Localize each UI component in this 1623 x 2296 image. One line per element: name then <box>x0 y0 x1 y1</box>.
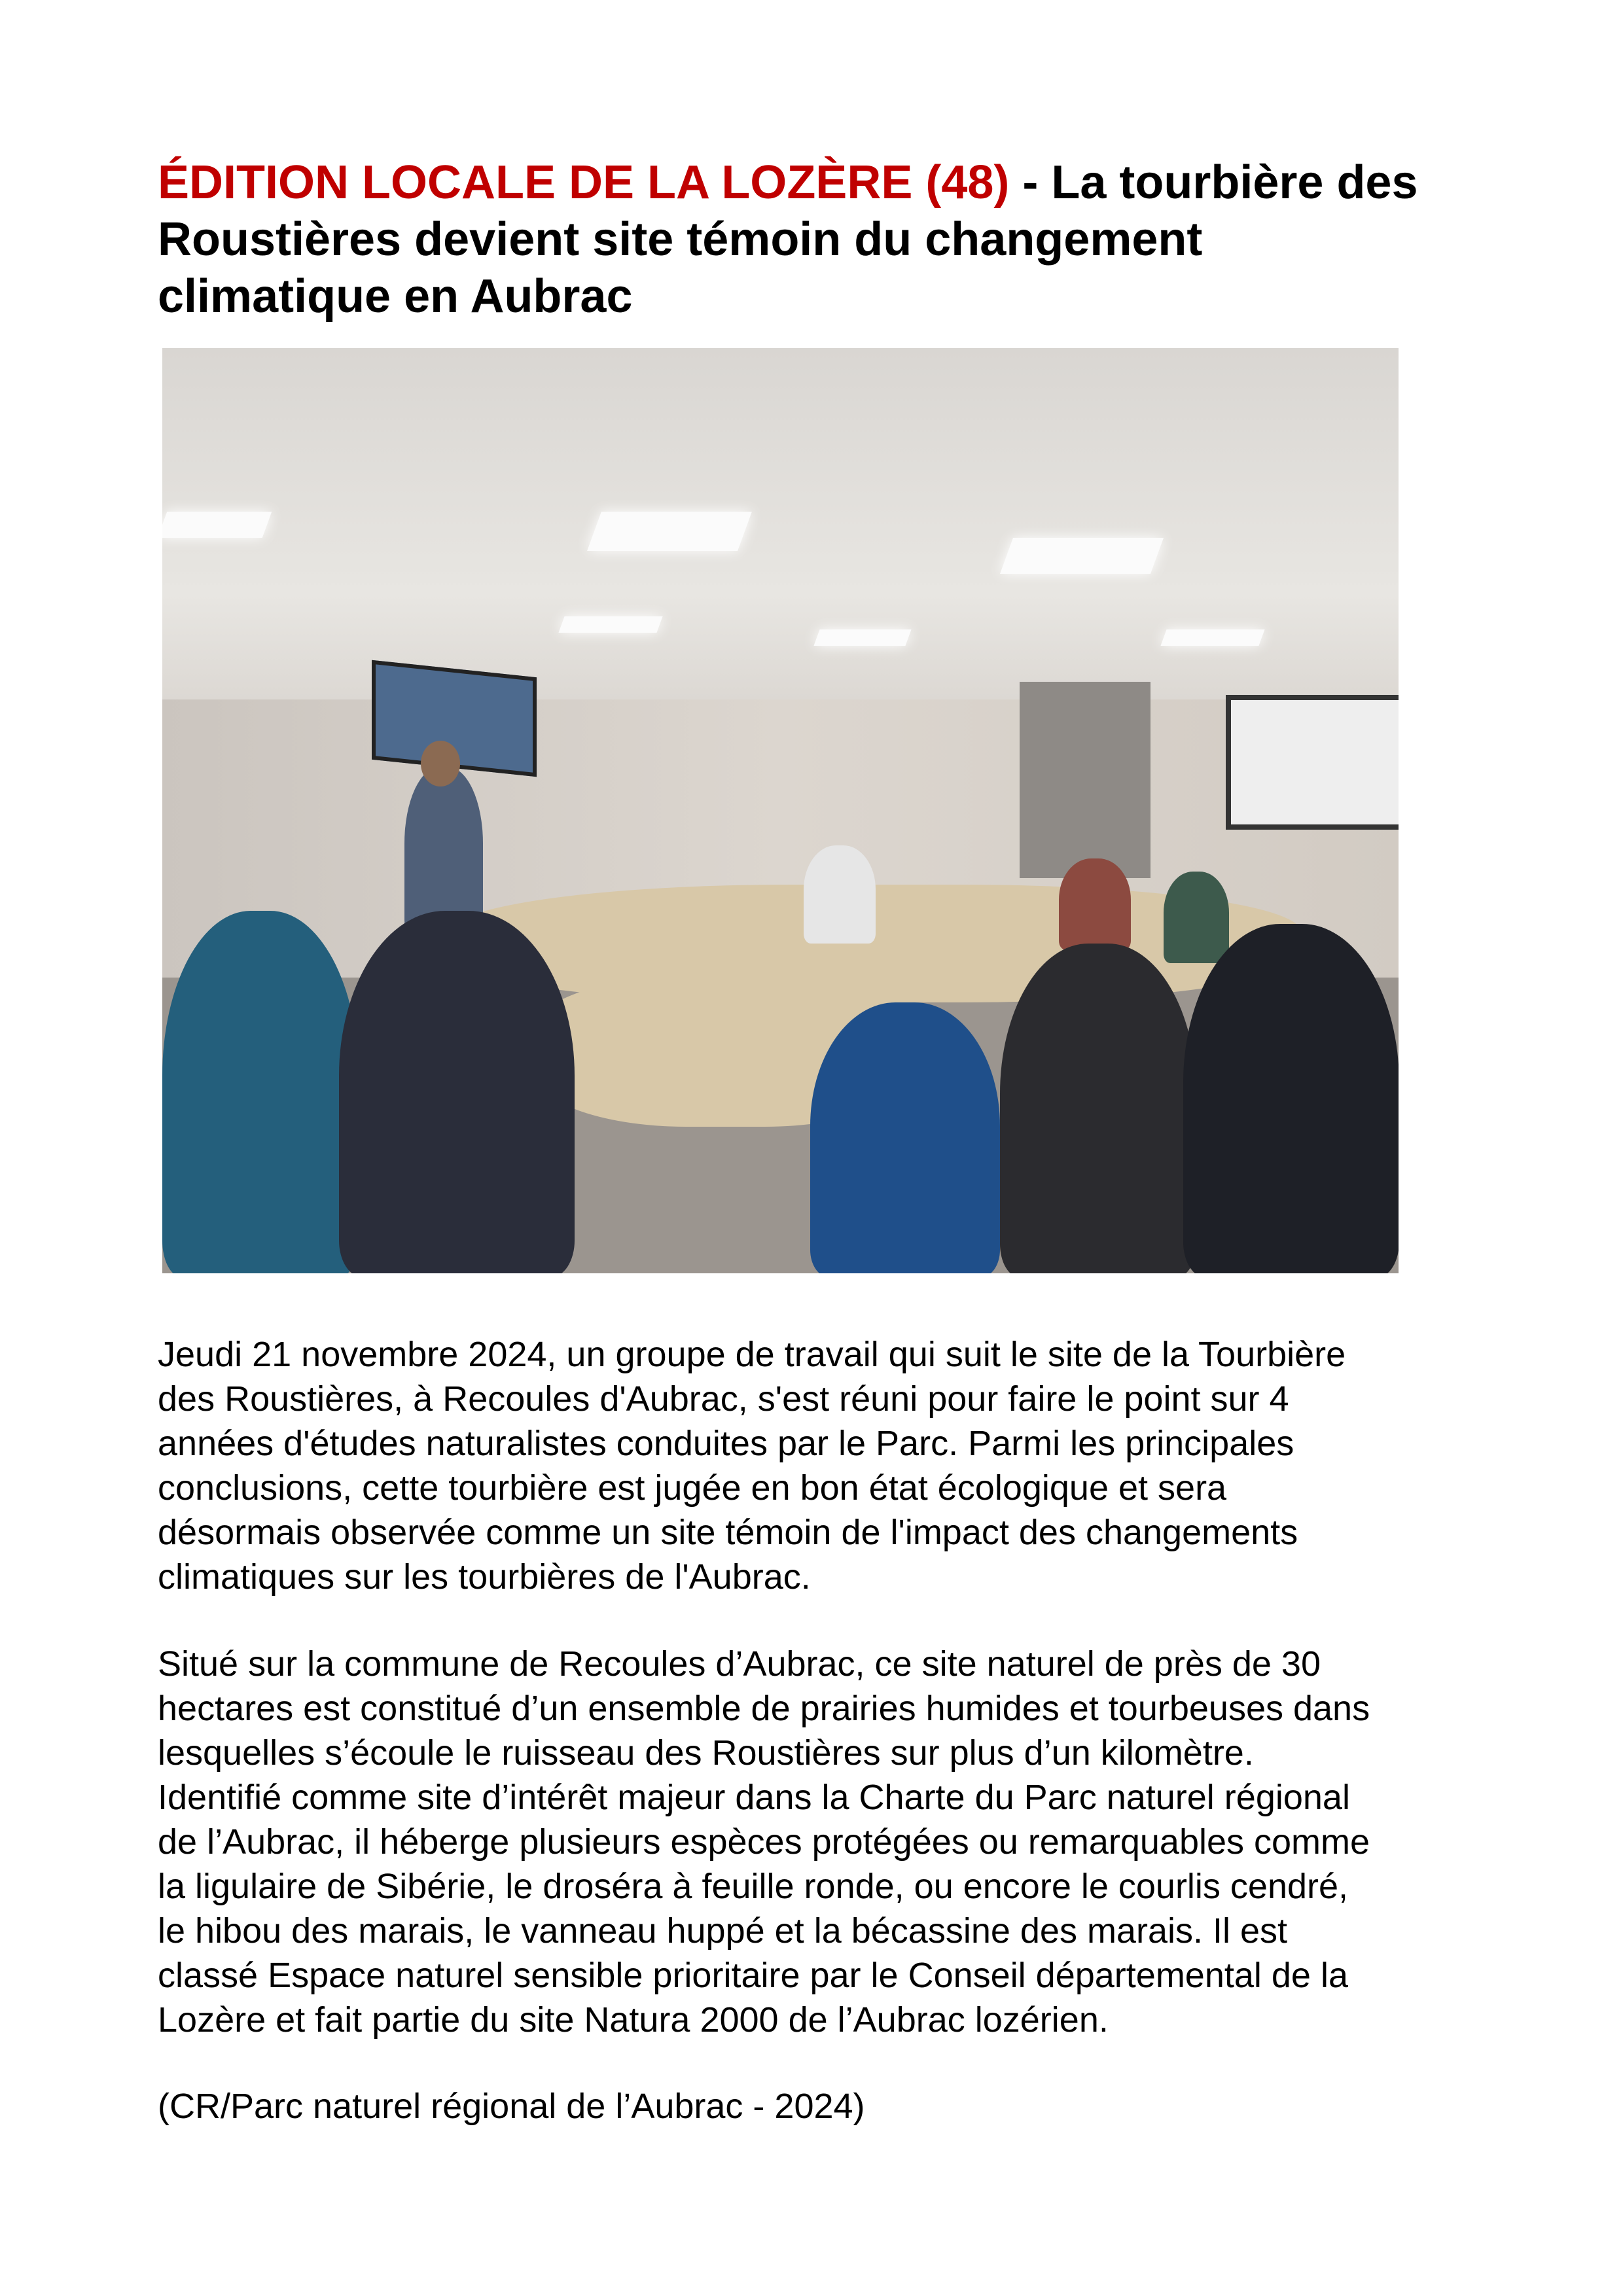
text-line: le hibou des marais, le vanneau huppé et la bécassine des marais. Il est <box>158 1911 1288 1951</box>
participant <box>339 911 575 1273</box>
head <box>421 741 460 786</box>
headline-part-2: Roustières devient site témoin du changement <box>158 213 1203 266</box>
text-line: climatiques sur les tourbières de l'Aubrac. <box>158 1557 811 1597</box>
ceiling-light <box>1160 629 1264 646</box>
participant <box>810 1002 1000 1273</box>
participant <box>162 911 359 1273</box>
participant <box>1164 872 1229 963</box>
ceiling-light <box>162 512 272 538</box>
paragraph-2 <box>158 1642 1532 2042</box>
ceiling-light <box>558 616 662 633</box>
text-line: Jeudi 21 novembre 2024, un groupe de travail qui suit le site de la Tourbière <box>158 1335 1346 1374</box>
ceiling-light <box>587 512 752 551</box>
paragraph-1 <box>158 1332 1532 1599</box>
text-line: classé Espace naturel sensible prioritaire par le Conseil départemental de la <box>158 1956 1348 1995</box>
text-line: (CR/Parc naturel régional de l’Aubrac - 2024) <box>158 2087 865 2126</box>
edition-label: ÉDITION LOCALE DE LA LOZÈRE (48) <box>158 156 1010 209</box>
text-line: Identifié comme site d’intérêt majeur dans la Charte du Parc naturel régional <box>158 1778 1350 1817</box>
framed-picture <box>1226 695 1399 830</box>
credit-line <box>158 2084 1532 2128</box>
article-title <box>158 154 1532 325</box>
text-line: des Roustières, à Recoules d'Aubrac, s'est réuni pour faire le point sur 4 <box>158 1379 1289 1419</box>
text-line: lesquelles s’écoule le ruisseau des Roustières sur plus d’un kilomètre. <box>158 1733 1254 1773</box>
photo-ceiling <box>162 348 1399 699</box>
participant <box>1059 858 1131 950</box>
text-line: Situé sur la commune de Recoules d’Aubrac, ce site naturel de près de 30 <box>158 1644 1321 1684</box>
meeting-photo <box>162 348 1399 1273</box>
participant <box>804 845 876 944</box>
text-line: désormais observée comme un site témoin de l'impact des changements <box>158 1513 1298 1552</box>
stone-pillar <box>1020 682 1150 878</box>
ceiling-light <box>813 629 911 646</box>
text-line: conclusions, cette tourbière est jugée en bon état écologique et sera <box>158 1468 1227 1508</box>
text-line: années d'études naturalistes conduites par le Parc. Parmi les principales <box>158 1424 1294 1463</box>
headline-part-3: climatique en Aubrac <box>158 270 633 323</box>
participant <box>1000 944 1196 1273</box>
ceiling-light <box>1000 538 1164 574</box>
text-line: de l’Aubrac, il héberge plusieurs espèces protégées ou remarquables comme <box>158 1822 1370 1862</box>
text-line: la ligulaire de Sibérie, le droséra à feuille ronde, ou encore le courlis cendré, <box>158 1867 1349 1906</box>
headline-part-1: - La tourbière des <box>1009 156 1418 209</box>
text-line: Lozère et fait partie du site Natura 2000 de l’Aubrac lozérien. <box>158 2000 1109 2040</box>
participant <box>1183 924 1399 1273</box>
text-line: hectares est constitué d’un ensemble de prairies humides et tourbeuses dans <box>158 1689 1370 1728</box>
